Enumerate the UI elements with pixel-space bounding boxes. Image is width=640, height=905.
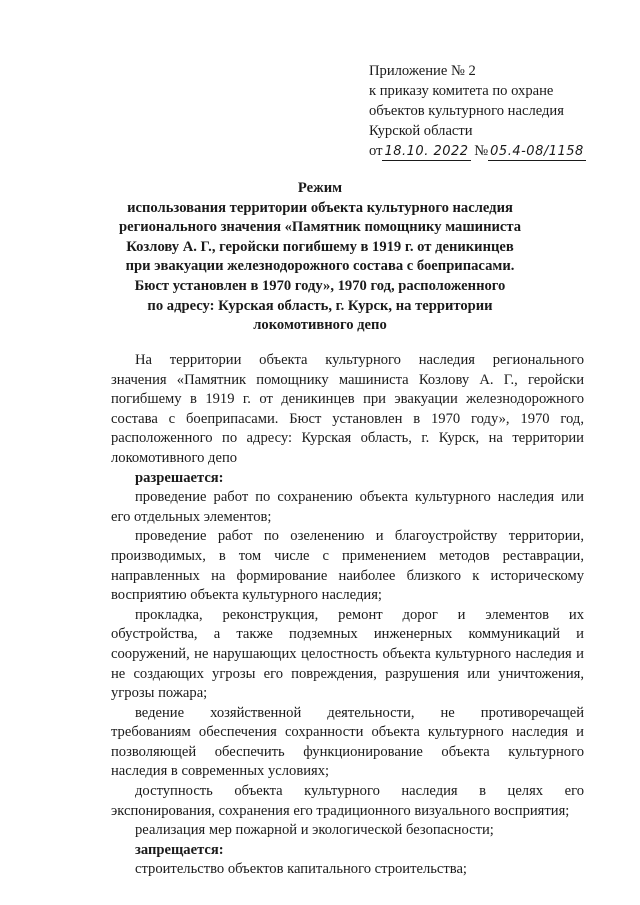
body-line: экспонирования, сохранения его традиционного визуального восприятия; — [111, 802, 570, 819]
body-line: требованиям обеспечения сохранности объекта культурного наследия и — [111, 724, 584, 741]
allowed-item — [111, 704, 584, 782]
document-body — [111, 351, 584, 880]
date-prefix: от — [369, 143, 383, 159]
body-line: его отдельных элементов; — [111, 508, 272, 525]
number-prefix: № — [474, 143, 489, 159]
allowed-item — [111, 527, 584, 605]
forbidden-heading: запрещается: — [135, 841, 224, 858]
body-line: производимых, в том числе с применением методов реставрации, — [111, 547, 584, 564]
body-line: направленных на формирование наиболее близкого к историческому — [111, 567, 584, 584]
forbidden-item — [111, 860, 584, 880]
document-title — [110, 179, 530, 336]
body-line: реализация мер пожарной и экологической безопасности; — [135, 822, 494, 839]
body-line: восприятию объекта культурного наследия; — [111, 587, 382, 604]
allowed-item — [111, 488, 584, 527]
body-line: значения «Памятник помощнику машиниста Козлову А. Г., геройски — [111, 371, 584, 388]
body-line: расположенного по адресу: Курская область, г. Курск, на территории — [111, 430, 584, 447]
body-line: На территории объекта культурного наследия регионального — [135, 352, 584, 368]
appendix-header — [369, 61, 629, 161]
appendix-date-number-line — [369, 141, 629, 161]
body-line: обустройства, а также подземных инженерных коммуникаций и — [111, 626, 584, 643]
intro-paragraph — [111, 351, 584, 469]
allowed-item — [111, 606, 584, 704]
title-heading: Режим — [297, 180, 343, 196]
title-line: по адресу: Курская область, г. Курск, на территории — [147, 297, 493, 314]
body-line: локомотивного депо — [111, 449, 238, 466]
body-line: проведение работ по сохранению объекта культурного наследия или — [135, 489, 584, 506]
body-line: наследия в современных условиях; — [111, 763, 330, 780]
handwritten-number: 05.4-08/1158 — [490, 144, 584, 159]
title-line: использования территории объекта культурного наследия — [127, 199, 513, 216]
body-line: позволяющей обеспечить функционирование объекта культурного — [111, 743, 584, 760]
body-line: угрозы пожара; — [111, 685, 208, 702]
body-line: ведение хозяйственной деятельности, не противоречащей — [135, 704, 584, 721]
body-line: состава с боеприпасами. Бюст установлен в 1970 году», 1970 год, — [111, 410, 584, 427]
title-line: Бюст установлен в 1970 году», 1970 год, расположенного — [134, 277, 506, 294]
body-line: не создающих угрозы его повреждения, разрушения или уничтожения, — [111, 665, 584, 682]
appendix-title: Приложение № 2 — [369, 63, 476, 79]
title-line: при эвакуации железнодорожного состава с боеприпасами. — [125, 258, 515, 275]
title-line: регионального значения «Памятник помощнику машиниста — [118, 219, 522, 236]
appendix-order-line: к приказу комитета по охране — [369, 83, 554, 99]
body-line: доступность объекта культурного наследия в целях его — [135, 783, 584, 800]
allowed-item — [111, 821, 584, 841]
allowed-item — [111, 782, 584, 821]
appendix-region-line: Курской области — [369, 123, 473, 139]
body-line: строительство объектов капитального строительства; — [135, 861, 467, 878]
body-line: погибшему в 1919 г. от деникинцев при эвакуации железнодорожного — [111, 391, 584, 408]
body-line: прокладка, реконструкция, ремонт дорог и элементов их — [135, 606, 584, 623]
appendix-committee-line: объектов культурного наследия — [369, 103, 564, 119]
allowed-heading: разрешается: — [135, 469, 224, 486]
handwritten-date: 18.10. 2022 — [384, 144, 469, 159]
body-line: сооружений, не нарушающих целостность объекта культурного наследия и — [111, 645, 584, 662]
title-line: локомотивного депо — [253, 317, 387, 334]
title-line: Козлову А. Г., геройски погибшему в 1919 г. от деникинцев — [126, 238, 514, 255]
body-line: проведение работ по озеленению и благоустройству территории, — [135, 528, 584, 545]
